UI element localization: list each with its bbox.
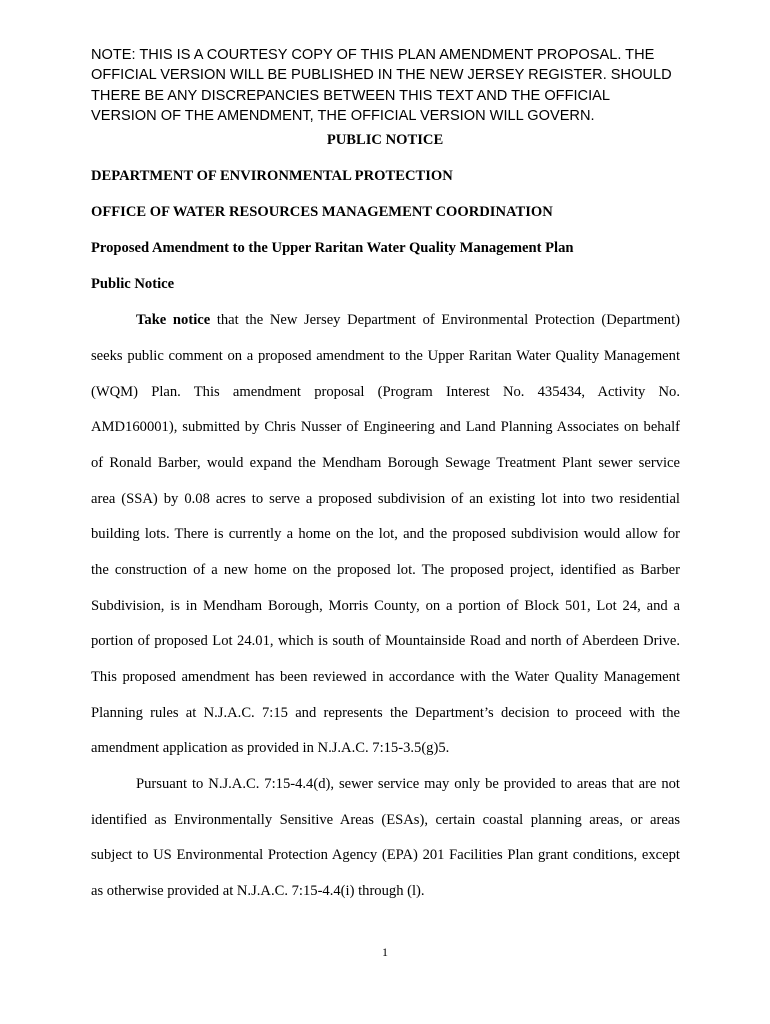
paragraph-2-line-1: Pursuant to N.J.A.C. 7:15-4.4(d), sewer service may only be provided to areas that are not <box>136 776 680 792</box>
public-notice-subheading: Public Notice <box>91 276 175 292</box>
paragraph-1-line-12: Planning rules at N.J.A.C. 7:15 and represents the Department’s decision to proceed with the <box>91 705 680 721</box>
paragraph-1-line-4: AMD160001), submitted by Chris Nusser of Engineering and Land Planning Associates on behalf <box>91 419 680 435</box>
paragraph-1-line-10: portion of proposed Lot 24.01, which is south of Mountainside Road and north of Aberdeen Drive. <box>91 633 680 649</box>
paragraph-2-line-3: subject to US Environmental Protection Agency (EPA) 201 Facilities Plan grant conditions, except <box>91 847 680 863</box>
department-heading: DEPARTMENT OF ENVIRONMENTAL PROTECTION <box>91 168 453 184</box>
take-notice-lead: Take notice <box>136 312 211 328</box>
paragraph-1-line-1-text: that the New Jersey Department of Environmental Protection (Department) <box>210 312 680 328</box>
paragraph-1-line-13: amendment application as provided in N.J.A.C. 7:15-3.5(g)5. <box>91 740 450 756</box>
paragraph-1-line-11: This proposed amendment has been reviewed in accordance with the Water Quality Management <box>91 669 680 685</box>
paragraph-1-line-6: area (SSA) by 0.08 acres to serve a proposed subdivision of an existing lot into two residential <box>91 491 680 507</box>
paragraph-1-line-1 <box>136 312 680 329</box>
paragraph-1-line-2: seeks public comment on a proposed amendment to the Upper Raritan Water Quality Management <box>91 348 680 364</box>
paragraph-1-line-3: (WQM) Plan. This amendment proposal (Program Interest No. 435434, Activity No. <box>91 384 680 400</box>
paragraph-1-line-7: building lots. There is currently a home on the lot, and the proposed subdivision would allow for <box>91 526 680 542</box>
paragraph-1-line-9: Subdivision, is in Mendham Borough, Morris County, on a portion of Block 501, Lot 24, and a <box>91 598 680 614</box>
page-number: 1 <box>382 945 388 959</box>
paragraph-1-line-8: the construction of a new home on the proposed lot. The proposed project, identified as Barber <box>91 562 680 578</box>
courtesy-copy-note: NOTE: THIS IS A COURTESY COPY OF THIS PLAN AMENDMENT PROPOSAL. THE OFFICIAL VERSION WILL BE PUBLISHED IN THE NEW JERSEY REGISTER. SHOULD THERE BE ANY DISCREPANCIES BETWEEN THIS TEXT AND THE OFFICIAL VERSION OF THE AMENDMENT, THE OFFICIAL VERSION WILL GOVERN. <box>91 47 672 124</box>
office-heading: OFFICE OF WATER RESOURCES MANAGEMENT COORDINATION <box>91 204 553 220</box>
amendment-title: Proposed Amendment to the Upper Raritan Water Quality Management Plan <box>91 240 574 256</box>
public-notice-title-text: PUBLIC NOTICE <box>326 132 444 148</box>
paragraph-2-line-4: as otherwise provided at N.J.A.C. 7:15-4.4(i) through (l). <box>91 883 425 899</box>
public-notice-title <box>0 132 770 149</box>
paragraph-1-line-5: of Ronald Barber, would expand the Mendham Borough Sewage Treatment Plant sewer service <box>91 455 680 471</box>
paragraph-2-line-2: identified as Environmentally Sensitive Areas (ESAs), certain coastal planning areas, or areas <box>91 812 680 828</box>
